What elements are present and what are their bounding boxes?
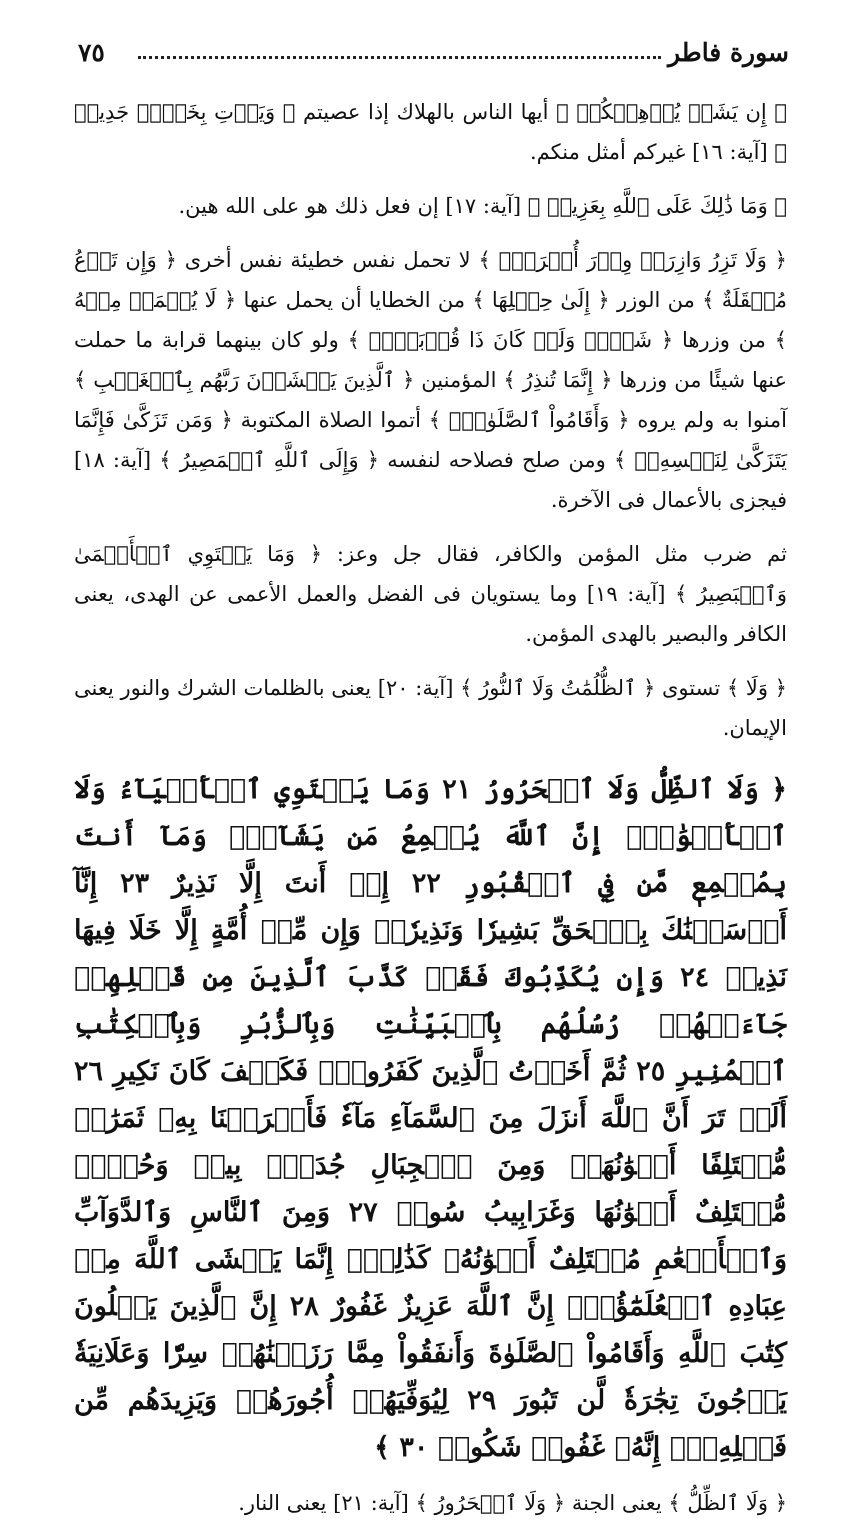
page-header: [78, 34, 789, 74]
commentary-paragraph-3: ﴿ وَلَا تَزِرُ وَازِرَةٞ وِزۡرَ أُخۡرَىٰۚ ﴾ لا تحمل نفس خطيئة نفس أخرى ﴿ وَإِن تَدۡعُ مُثۡقَلَةٌ ﴾ من الوزر ﴿ إِلَىٰ حِمۡلِهَا ﴾ من الخطايا أن يحمل عنها ﴿ لَا يُحۡمَلۡ مِنۡهُ ﴾ من وزرها ﴿ شَيۡءٞ وَلَوۡ كَانَ ذَا قُرۡبَىٰٓۗ ﴾ ولو كان بينهما قرابة ما حملت عنها شيئًا من وزرها ﴿ إِنَّمَا تُنذِرُ ﴾ المؤمنين ﴿ ٱلَّذِينَ يَخۡشَوۡنَ رَبَّهُم بِٱلۡغَيۡبِ ﴾ آمنوا به ولم يروه ﴿ وَأَقَامُواْ ٱلصَّلَوٰةَۚ ﴾ أتموا الصلاة المكتوبة ﴿ وَمَن تَزَكَّىٰ فَإِنَّمَا يَتَزَكَّىٰ لِنَفۡسِهِۦۚ ﴾ ومن صلح فصلاحه لنفسه ﴿ وَإِلَى ٱللَّهِ ٱلۡمَصِيرُ ﴾ [آية: ١٨] فيجزى بالأعمال فى الآخرة.: [74, 248, 787, 512]
spacer: [74, 520, 787, 534]
spacer: [74, 654, 787, 668]
dotted-leader: [138, 56, 661, 59]
spacer: [74, 172, 787, 186]
commentary-paragraph-4: ثم ضرب مثل المؤمن والكافر، فقال جل وعز: ﴿ وَمَا يَسۡتَوِي ٱلۡأَعۡمَىٰ وَٱلۡبَصِيرُ ﴾ [آية: ١٩] وما يستويان فى الفضل والعمل الأعمى عن الهدى، يعنى الكافر والبصير بالهدى المؤمن.: [74, 542, 787, 646]
page-body: [74, 92, 787, 1523]
commentary-final-paragraph: ﴿ وَلَا ٱلظِّلُّ ﴾ يعنى الجنة ﴿ وَلَا ٱلۡحَرُورُ ﴾ [آية: ٢١] يعنى النار.: [238, 1491, 787, 1515]
quran-verses-block: ﴿ وَلَا ٱلظِّلُّ وَلَا ٱلۡحَرُورُ ٢١ وَمَا يَسۡتَوِي ٱلۡأَحۡيَآءُ وَلَا ٱلۡأَمۡوَٰتُۚ إِنَّ ٱللَّهَ يُسۡمِعُ مَن يَشَآءُۖ وَمَآ أَنتَ بِمُسۡمِعٖ مَّن فِي ٱلۡقُبُورِ ٢٢ إِنۡ أَنتَ إِلَّا نَذِيرٌ ٢٣ إِنَّآ أَرۡسَلۡنَٰكَ بِٱلۡحَقِّ بَشِيرٗا وَنَذِيرٗاۚ وَإِن مِّنۡ أُمَّةٍ إِلَّا خَلَا فِيهَا نَذِيرٞ ٢٤ وَإِن يُكَذِّبُوكَ فَقَدۡ كَذَّبَ ٱلَّذِينَ مِن قَبۡلِهِمۡ جَآءَتۡهُمۡ رُسُلُهُم بِٱلۡبَيِّنَٰتِ وَبِٱلزُّبُرِ وَبِٱلۡكِتَٰبِ ٱلۡمُنِيرِ ٢٥ ثُمَّ أَخَذۡتُ ٱلَّذِينَ كَفَرُواْۖ فَكَيۡفَ كَانَ نَكِيرِ ٢٦ أَلَمۡ تَرَ أَنَّ ٱللَّهَ أَنزَلَ مِنَ ٱلسَّمَآءِ مَآءٗ فَأَخۡرَجۡنَا بِهِۦ ثَمَرَٰتٖ مُّخۡتَلِفًا أَلۡوَٰنُهَاۚ وَمِنَ ٱلۡجِبَالِ جُدَدُۢ بِيضٞ وَحُمۡرٞ مُّخۡتَلِفٌ أَلۡوَٰنُهَا وَغَرَابِيبُ سُودٞ ٢٧ وَمِنَ ٱلنَّاسِ وَٱلدَّوَآبِّ وَٱلۡأَنۡعَٰمِ مُخۡتَلِفٌ أَلۡوَٰنُهُۥ كَذَٰلِكَۗ إِنَّمَا يَخۡشَى ٱللَّهَ مِنۡ عِبَادِهِ ٱلۡعُلَمَٰٓؤُاْۗ إِنَّ ٱللَّهَ عَزِيزٌ غَفُورٌ ٢٨ إِنَّ ٱلَّذِينَ يَتۡلُونَ كِتَٰبَ ٱللَّهِ وَأَقَامُواْ ٱلصَّلَوٰةَ وَأَنفَقُواْ مِمَّا رَزَقۡنَٰهُمۡ سِرّٗا وَعَلَانِيَةٗ يَرۡجُونَ تِجَٰرَةٗ لَّن تَبُورَ ٢٩ لِيُوَفِّيَهُمۡ أُجُورَهُمۡ وَيَزِيدَهُم مِّن فَضۡلِهِۦٓۚ إِنَّهُۥ غَفُورٞ شَكُورٞ ٣٠ ﴾: [74, 774, 787, 1463]
surah-title: سورة فاطر: [668, 38, 789, 67]
commentary-paragraph-5: ﴿ وَلَا ﴾ تستوى ﴿ ٱلظُّلُمَٰتُ وَلَا ٱلنُّورُ ﴾ [آية: ٢٠] يعنى بالظلمات الشرك والنور يعنى الإيمان.: [74, 676, 787, 740]
commentary-paragraph-2: ﴿ وَمَا ذَٰلِكَ عَلَى ٱللَّهِ بِعَزِيزٖ ﴾ [آية: ١٧] إن فعل ذلك هو على الله هين.: [178, 194, 787, 218]
spacer: [74, 226, 787, 240]
page-number: ٧٥: [78, 38, 105, 67]
commentary-paragraph-1: ﴿ إِن يَشَأۡ يُذۡهِبۡكُمۡ ﴾ أيها الناس بالهلاك إذا عصيتم ﴿ وَيَأۡتِ بِخَلۡقٖ جَدِيدٖ ﴾ [آية: ١٦] غيركم أمثل منكم.: [74, 100, 787, 164]
